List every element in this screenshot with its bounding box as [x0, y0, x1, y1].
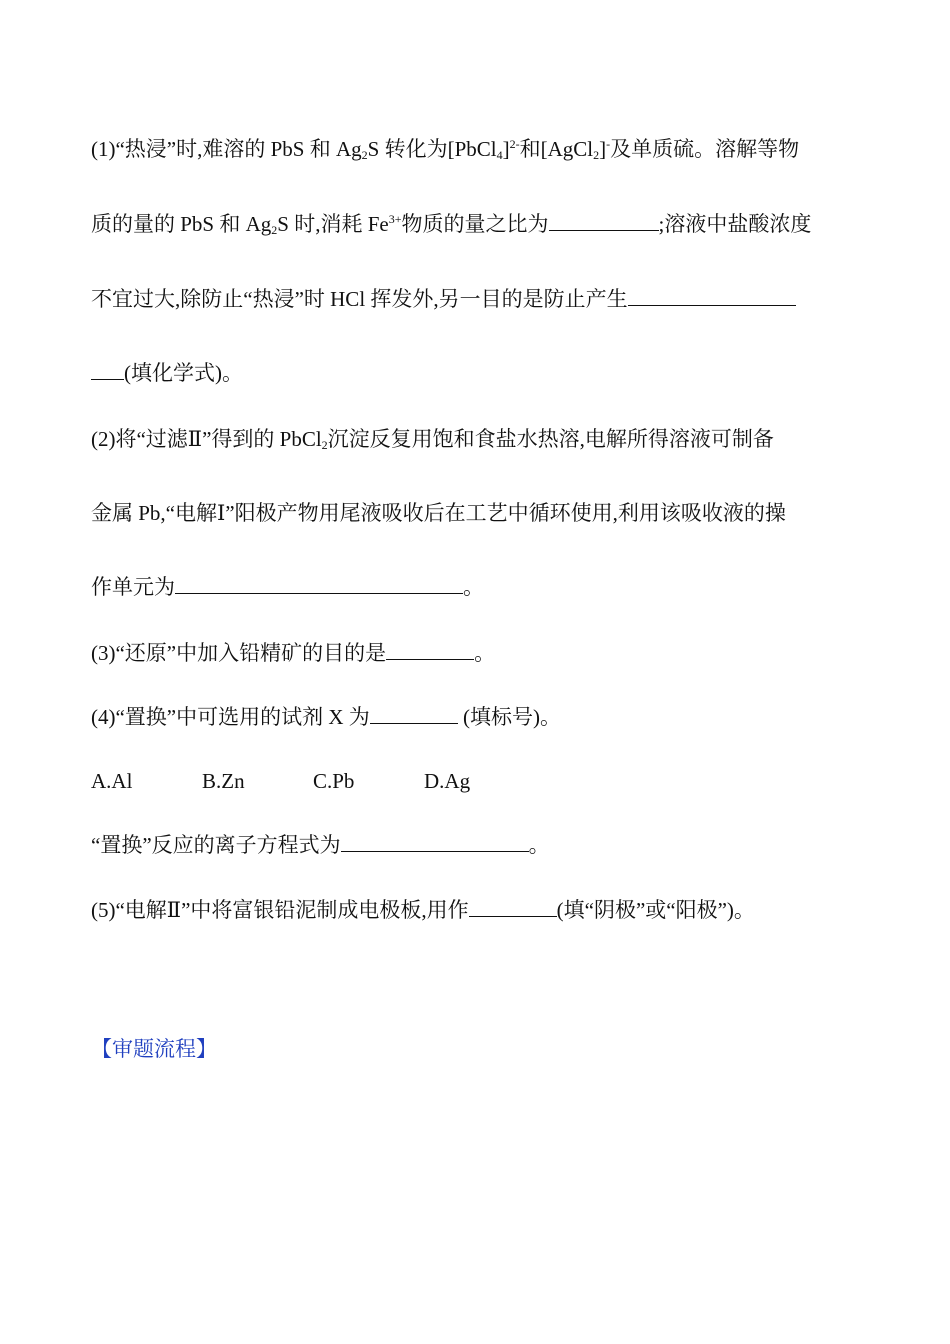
q4-line-3: “置换”反应的离子方程式为 。	[91, 833, 550, 857]
q4-options	[91, 766, 535, 796]
option-c[interactable]: C.Pb	[313, 769, 355, 793]
option-a[interactable]: A.Al	[91, 769, 133, 793]
q2-line-2: 金属 Pb,“电解Ⅰ”阳极产物用尾液吸收后在工艺中循环使用,利用该吸收液的操	[91, 501, 786, 525]
answer-blank-product-cont[interactable]	[91, 361, 124, 380]
answer-blank-purpose[interactable]	[386, 641, 474, 660]
q1-line-1: (1)“热浸”时,难溶的 PbS 和 $Ag_2S$ 转化为[PbCl$_4$]$^{2-}$和[AgCl$_2$]-及单质硫。溶解等物	[91, 137, 800, 162]
q1-line-2: 质的量的 PbS 和 $Ag_2S$ 时,消耗 $Fe^{3+}$物质的量之比为 ;溶液中盐酸浓度	[91, 212, 812, 237]
answer-blank-ratio[interactable]	[549, 212, 659, 231]
option-d[interactable]: D.Ag	[424, 769, 471, 793]
section-title: 【审题流程】	[91, 1037, 217, 1061]
answer-blank-operation[interactable]	[175, 575, 463, 594]
option-b[interactable]: B.Zn	[202, 769, 245, 793]
answer-blank-reagent[interactable]	[370, 705, 458, 724]
answer-blank-electrode[interactable]	[469, 898, 557, 917]
q1-line-4: (填化学式)。	[91, 358, 243, 388]
q4-line-1: (4)“置换”中可选用的试剂 X 为 (填标号)。	[91, 705, 562, 729]
question-3: (3)“还原”中加入铅精矿的目的是 。	[91, 641, 496, 665]
q2-line-1: (2)将“过滤Ⅱ”得到的 PbCl$_2$沉淀反复用饱和食盐水热溶,电解所得溶液可制备	[91, 427, 774, 452]
q2-line-3: 作单元为 。	[91, 575, 484, 599]
answer-blank-equation[interactable]	[341, 833, 529, 852]
answer-blank-product[interactable]	[628, 287, 796, 306]
q1-line-3: 不宜过大,除防止“热浸”时 HCl 挥发外,另一目的是防止产生	[91, 284, 796, 314]
question-5: (5)“电解Ⅱ”中将富银铅泥制成电极板,用作 (填“阴极”或“阳极”)。	[91, 898, 755, 922]
